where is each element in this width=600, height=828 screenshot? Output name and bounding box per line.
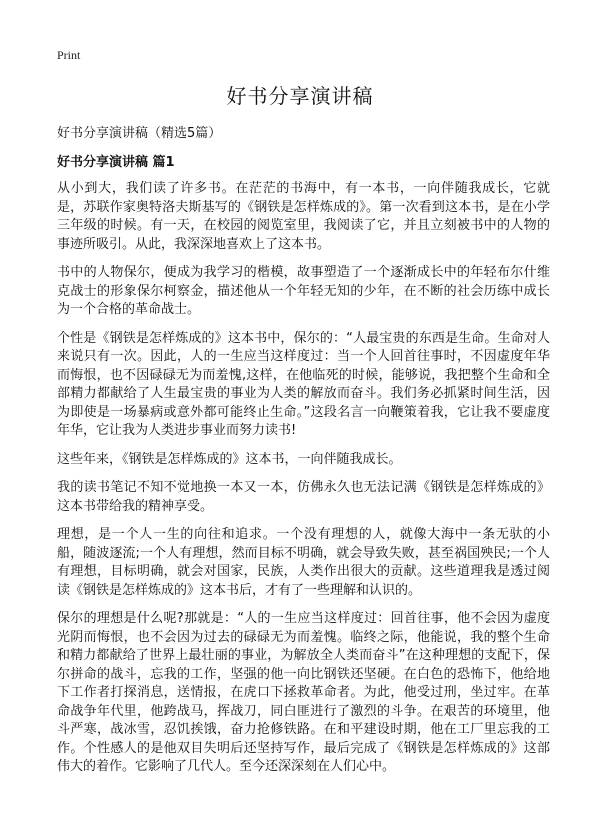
paragraph: 从小到大，我们读了许多书。在茫茫的书海中，有一本书，一向伴随我成长，它就是，苏联作家奥特洛夫斯基写的《钢铁是怎样炼成的》。第一次看到这本书，是在小学三年级的时候。有一天，在校园的阅览室里，我阅读了它，并且立刻被书中的人物的事迹所吸引。从此，我深深地喜欢上了这本书。 xyxy=(57,181,550,252)
section-heading: 好书分享演讲稿 篇1 xyxy=(57,155,175,170)
paragraph: 个性是《钢铁是怎样炼成的》这本书中，保尔的：“人最宝贵的东西是生命。生命对人来说只有一次。因此，人的一生应当这样度过：当一个人回首往事时，不因虚度年华而悔恨，也不因碌碌无为而羞愧,这样，在他临死的时候，能够说，我把整个生命和全部精力都献给了人生最宝贵的事业为人类的解放而奋斗。我们务必抓紧时间生活，因为即使是一场暴病或意外都可能终止生命。”这段名言一向鞭策着我，它让我不要虚度年华，它让我为人类进步事业而努力读书! xyxy=(57,330,550,438)
paragraph: 理想，是一个人一生的向往和追求。一个没有理想的人，就像大海中一条无驮的小船，随波逐流;一个人有理想，然而目标不明确，就会导致失败，甚至祸国殃民;一个人有理想，目标明确，就会对国家，民族，人类作出很大的贡献。这些道理我是透过阅读《钢铁是怎样炼成的》这本书后，才有了一些理解和认识的。 xyxy=(57,527,550,598)
paragraph: 这些年来，《钢铁是怎样炼成的》这本书，一向伴随我成长。 xyxy=(57,451,402,467)
document-subtitle: 好书分享演讲稿（精选5篇） xyxy=(57,126,222,141)
print-link[interactable]: Print xyxy=(57,48,81,62)
paragraph: 保尔的理想是什么呢?那就是：“人的一生应当这样度过：回首往事，他不会因为虚度光阴而悔恨，也不会因为过去的碌碌无为而羞愧。临终之际，他能说，我的整个生命和精力都献给了世界上最壮丽的事业，为解放全人类而奋斗”在这种理想的支配下，保尔拼命的战斗，忘我的工作，坚强的他一向比钢铁还坚硬。在白色的恐怖下，他给地下工作者打探消息，送情报，在虎口下拯救革命者。为此，他受过刑，坐过牢。在革命战争年代里，他跨战马，挥战刀，同白匪进行了激烈的斗争。在艰苦的环境里，他斗严寒，战冰雪，忍饥挨饿，奋力抢修铁路。在和平建设时期，他在工厂里忘我的工作。个性感人的是他双目失明后还坚持写作，最后完成了《钢铁是怎样炼成的》这部伟大的着作。它影响了几代人。至今还深深刻在人们心中。 xyxy=(57,611,550,774)
document-title: 好书分享演讲稿 xyxy=(226,84,374,108)
document-body xyxy=(57,180,550,787)
paragraph: 书中的人物保尔，便成为我学习的楷模，故事塑造了一个逐渐成长中的年轻布尔什维克战士的形象保尔柯察金，描述他从一个年轻无知的少年，在不断的社会历练中成长为一个合格的革命战士。 xyxy=(57,265,550,317)
paragraph: 我的读书笔记不知不觉地换一本又一本，仿佛永久也无法记满《钢铁是怎样炼成的》这本书带给我的精神享受。 xyxy=(57,480,550,514)
